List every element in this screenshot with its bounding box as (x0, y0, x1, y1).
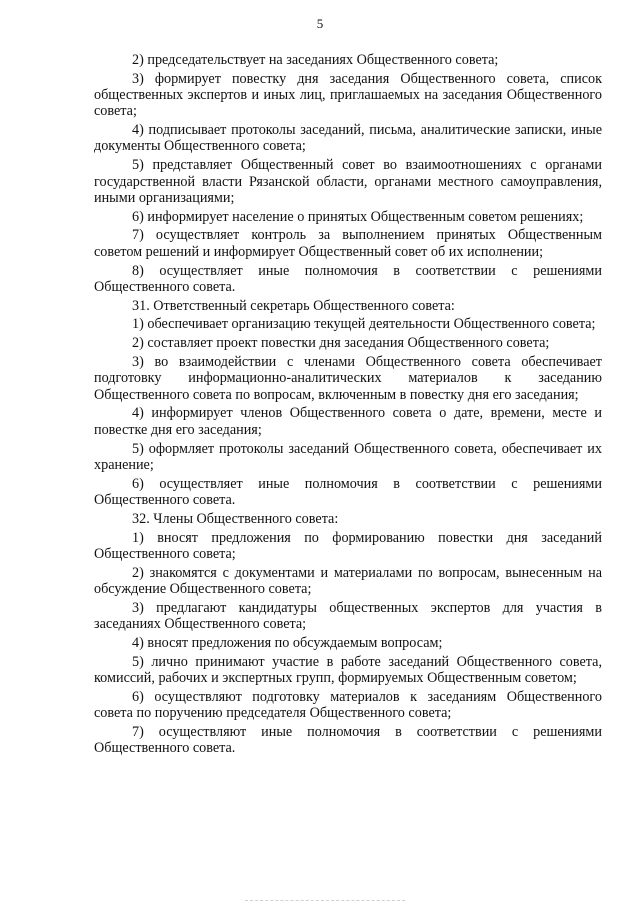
paragraph: 5) оформляет протоколы заседаний Общественного совета, обеспечивает их хранение; (94, 440, 602, 473)
paragraph: 2) знакомятся с документами и материалами по вопросам, вынесенным на обсуждение Общественного совета; (94, 564, 602, 597)
paragraph: 3) формирует повестку дня заседания Общественного совета, список общественных экспертов и иных лиц, приглашаемых на заседания Общественного совета; (94, 70, 602, 120)
paragraph: 6) информирует население о принятых Общественным советом решениях; (132, 208, 584, 225)
section-heading-32: 32. Члены Общественного совета: (132, 510, 339, 527)
paragraph: 4) информирует членов Общественного совета о дате, времени, месте и повестке дня его заседания; (94, 405, 602, 438)
paragraph: 5) лично принимают участие в работе заседаний Общественного совета, комиссий, рабочих и экспертных групп, формируемых Общественным советом; (94, 653, 602, 686)
paragraph: 7) осуществляют иные полномочия в соответствии с решениями Общественного совета. (94, 723, 602, 757)
paragraph: 2) составляет проект повестки дня заседания Общественного совета; (132, 335, 550, 352)
paragraph: 5) представляет Общественный совет во взаимоотношениях с органами государственной власти Рязанской области, органами местного самоуправления, иными организациями; (94, 157, 602, 206)
scan-edge-divider (245, 900, 405, 901)
section-heading-31: 31. Ответственный секретарь Общественного совета: (132, 297, 455, 314)
paragraph: 7) осуществляет контроль за выполнением принятых Общественным советом решений и информирует Общественный совет об их исполнении; (94, 227, 602, 260)
paragraph: 4) вносят предложения по обсуждаемым вопросам; (132, 634, 443, 651)
paragraph: 4) подписывает протоколы заседаний, письма, аналитические записки, иные документы Общественного совета; (94, 122, 602, 155)
paragraph: 1) обеспечивает организацию текущей деятельности Общественного совета; (132, 316, 596, 333)
paragraph: 8) осуществляет иные полномочия в соответствии с решениями Общественного совета. (94, 262, 602, 295)
document-body (94, 52, 602, 756)
paragraph: 2) председательствует на заседаниях Общественного совета; (132, 52, 499, 68)
paragraph: 1) вносят предложения по формированию повестки дня заседаний Общественного совета; (94, 529, 602, 562)
paragraph: 3) во взаимодействии с членами Общественного совета обеспечивает подготовку информационно-аналитических материалов к заседанию Общественного совета по вопросам, включенным в повестку дня его заседания; (94, 354, 602, 403)
paragraph: 6) осуществляет иные полномочия в соответствии с решениями Общественного совета. (94, 475, 602, 508)
paragraph: 3) предлагают кандидатуры общественных экспертов для участия в заседаниях Общественного совета; (94, 599, 602, 632)
paragraph: 6) осуществляют подготовку материалов к заседаниям Общественного совета по поручению председателя Общественного совета; (94, 688, 602, 721)
page-number: 5 (316, 16, 324, 31)
